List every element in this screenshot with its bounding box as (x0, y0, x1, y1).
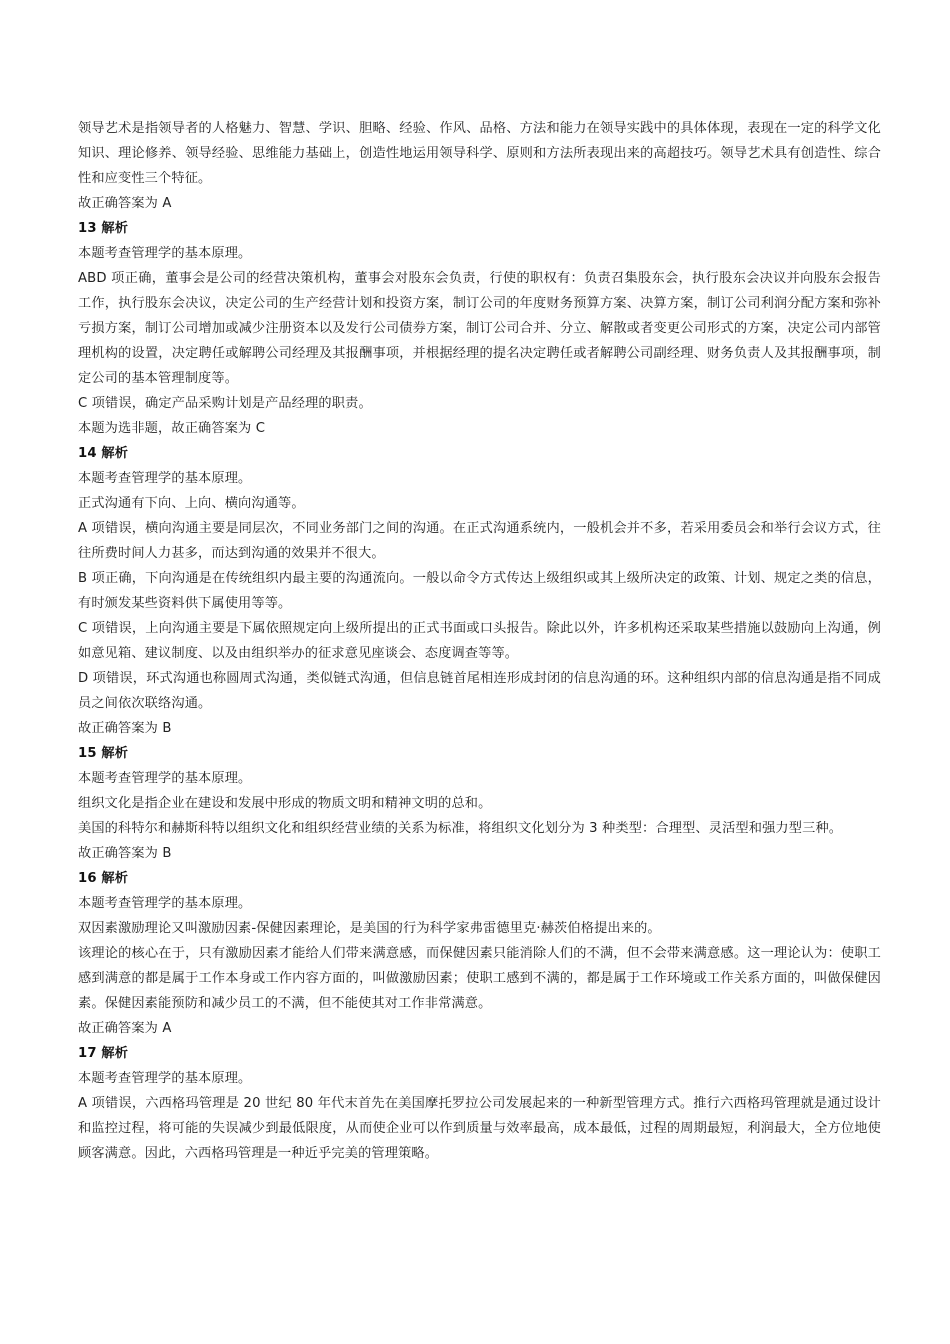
paragraph-14-a: A 项错误，横向沟通主要是同层次，不同业务部门之间的沟通。在正式沟通系统内，一般机会并不多，若采用委员会和举行会议方式，往往所费时间人力甚多，而达到沟通的效果并不很大。 (78, 521, 881, 561)
paragraph-14-c: C 项错误，上向沟通主要是下属依照规定向上级所提出的正式书面或口头报告。除此以外，许多机构还采取某些措施以鼓励向上沟通，例如意见箱、建议制度、以及由组织举办的征求意见座谈会、态度调查等等。 (78, 621, 881, 661)
paragraph-17-intro: 本题考查管理学的基本原理。 (78, 1071, 252, 1086)
paragraph-16-core: 该理论的核心在于，只有激励因素才能给人们带来满意感，而保健因素只能消除人们的不满，但不会带来满意感。这一理论认为：使职工感到满意的都是属于工作本身或工作内容方面的，叫做激励因素；使职工感到不满的，都是属于工作环境或工作关系方面的，叫做保健因素。保健因素能预防和减少员工的不满，但不能使其对工作非常满意。 (78, 946, 881, 1011)
paragraph-17-a: A 项错误，六西格玛管理是 20 世纪 80 年代末首先在美国摩托罗拉公司发展起来的一种新型管理方式。推行六西格玛管理就是通过设计和监控过程，将可能的失误减少到最低限度，从而使企业可以作到质量与效率最高，成本最低，过程的周期最短，利润最大，全方位地使顾客满意。因此，六西格玛管理是一种近乎完美的管理策略。 (78, 1096, 881, 1161)
paragraph-13-c: C 项错误，确定产品采购计划是产品经理的职责。 (78, 396, 372, 411)
heading-13: 13 解析 (78, 221, 129, 236)
paragraph-15-definition: 组织文化是指企业在建设和发展中形成的物质文明和精神文明的总和。 (78, 796, 492, 811)
paragraph-16-theory: 双因素激励理论又叫激励因素-保健因素理论，是美国的行为科学家弗雷德里克·赫茨伯格提出来的。 (78, 921, 661, 936)
paragraph-14-b: B 项正确，下向沟通是在传统组织内最主要的沟通流向。一般以命令方式传达上级组织或其上级所决定的政策、计划、规定之类的信息，有时颁发某些资料供下属使用等等。 (78, 571, 881, 611)
paragraph-14-intro: 本题考查管理学的基本原理。 (78, 471, 252, 486)
answer-12: 故正确答案为 A (78, 196, 172, 211)
paragraph-15-types: 美国的科特尔和赫斯科特以组织文化和组织经营业绩的关系为标准，将组织文化划分为 3 种类型：合理型、灵活型和强力型三种。 (78, 821, 843, 836)
paragraph-16-intro: 本题考查管理学的基本原理。 (78, 896, 252, 911)
answer-14: 故正确答案为 B (78, 721, 172, 736)
answer-13: 本题为选非题，故正确答案为 C (78, 421, 266, 436)
paragraph-13-abd: ABD 项正确，董事会是公司的经营决策机构，董事会对股东会负责，行使的职权有：负责召集股东会，执行股东会决议并向股东会报告工作，执行股东会决议，决定公司的生产经营计划和投资方案，制订公司的年度财务预算方案、决算方案，制订公司利润分配方案和弥补亏损方案，制订公司增加或减少注册资本以及发行公司债券方案，制订公司合并、分立、解散或者变更公司形式的方案，决定公司内部管理机构的设置，决定聘任或解聘公司经理及其报酬事项，并根据经理的提名决定聘任或者解聘公司副经理、财务负责人及其报酬事项，制定公司的基本管理制度等。 (78, 271, 881, 386)
heading-17: 17 解析 (78, 1046, 129, 1061)
answer-16: 故正确答案为 A (78, 1021, 172, 1036)
paragraph-leadership-art: 领导艺术是指领导者的人格魅力、智慧、学识、胆略、经验、作风、品格、方法和能力在领导实践中的具体体现，表现在一定的科学文化知识、理论修养、领导经验、思维能力基础上，创造性地运用领导科学、原则和方法所表现出来的高超技巧。领导艺术具有创造性、综合性和应变性三个特征。 (78, 121, 881, 186)
heading-16: 16 解析 (78, 871, 129, 886)
document-page (78, 116, 881, 1166)
paragraph-15-intro: 本题考查管理学的基本原理。 (78, 771, 252, 786)
paragraph-14-d: D 项错误，环式沟通也称圆周式沟通，类似链式沟通，但信息链首尾相连形成封闭的信息沟通的环。这种组织内部的信息沟通是指不同成员之间依次联络沟通。 (78, 671, 881, 711)
heading-14: 14 解析 (78, 446, 129, 461)
heading-15: 15 解析 (78, 746, 129, 761)
paragraph-14-types: 正式沟通有下向、上向、横向沟通等。 (78, 496, 305, 511)
paragraph-13-intro: 本题考查管理学的基本原理。 (78, 246, 252, 261)
answer-15: 故正确答案为 B (78, 846, 172, 861)
